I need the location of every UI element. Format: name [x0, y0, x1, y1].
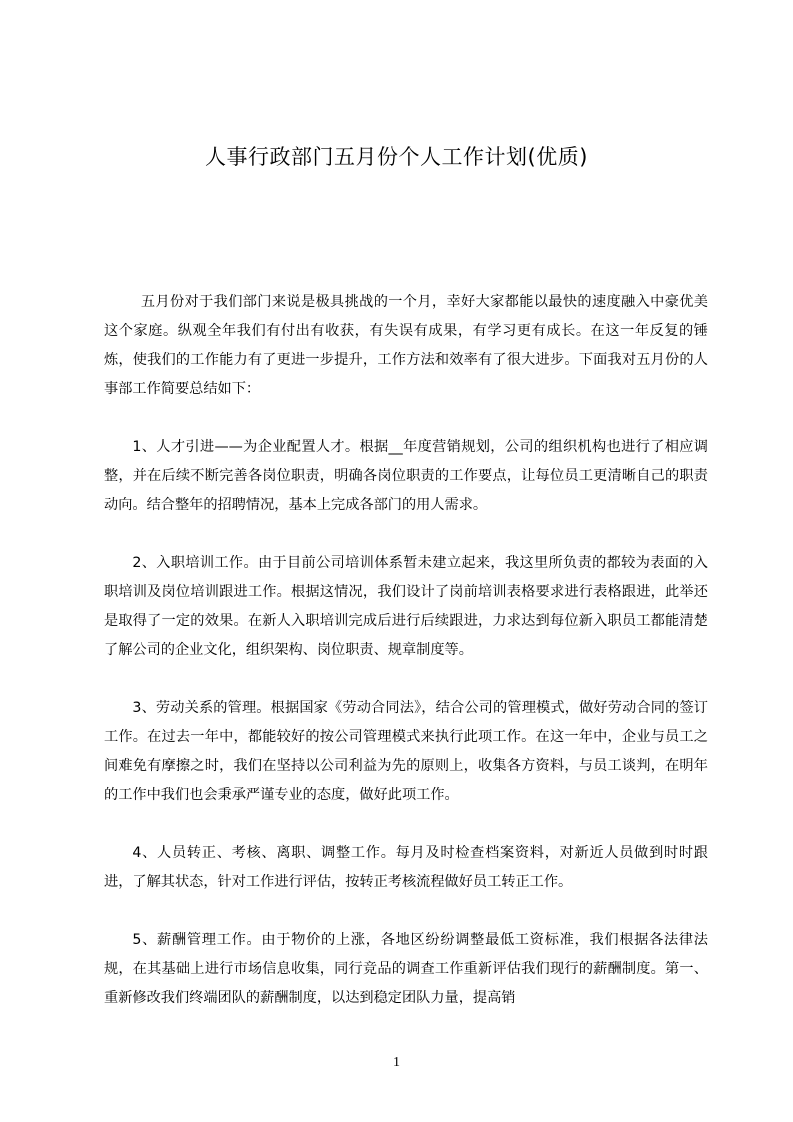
paragraph-compensation: 5、薪酬管理工作。由于物价的上涨，各地区纷纷调整最低工资标准，我们根据各法律法规，在其基础上进行市场信息收集，同行竞品的调查工作重新评估我们现行的薪酬制度。第一、重新修改我们终端团队的薪酬制度，以达到稳定团队力量，提高销 — [104, 932, 708, 1006]
paragraph-talent-recruitment: 1、人才引进——为企业配置人才。根据__年度营销规划，公司的组织机构也进行了相应调整，并在后续不断完善各岗位职责，明确各岗位职责的工作要点，让每位员工更清晰自己的职责动向。结合整年的招聘情况，基本上完成各部门的用人需求。 — [104, 439, 708, 513]
paragraph-labor-relations: 3、劳动关系的管理。根据国家《劳动合同法》，结合公司的管理模式，做好劳动合同的签订工作。在过去一年中，都能较好的按公司管理模式来执行此项工作。在这一年中，企业与员工之间难免有摩擦之时，我们在坚持以公司利益为先的原则上，收集各方资料，与员工谈判，在明年的工作中我们也会秉承严谨专业的态度，做好此项工作。 — [104, 700, 708, 803]
document-title: 人事行政部门五月份个人工作计划(优质) — [205, 145, 588, 169]
paragraph-personnel-changes: 4、人员转正、考核、离职、调整工作。每月及时检查档案资料，对新近人员做到时时跟进，了解其状态，针对工作进行评估，按转正考核流程做好员工转正工作。 — [104, 845, 708, 890]
paragraph-onboarding-training: 2、入职培训工作。由于目前公司培训体系暂未建立起来，我这里所负责的都较为表面的入职培训及岗位培训跟进工作。根据这情况，我们设计了岗前培训表格要求进行表格跟进，此举还是取得了一定的效果。在新人入职培训完成后进行后续跟进，力求达到每位新入职员工都能清楚了解公司的企业文化，组织架构、岗位职责、规章制度等。 — [104, 555, 708, 658]
document-body — [104, 288, 708, 1042]
page-number: 1 — [393, 1055, 400, 1070]
paragraph-intro: 五月份对于我们部门来说是极具挑战的一个月，幸好大家都能以最快的速度融入中豪优美这个家庭。纵观全年我们有付出有收获，有失误有成果，有学习更有成长。在这一年反复的锤炼，使我们的工作能力有了更进一步提升，工作方法和效率有了很大进步。下面我对五月份的人事部工作简要总结如下： — [104, 294, 708, 397]
